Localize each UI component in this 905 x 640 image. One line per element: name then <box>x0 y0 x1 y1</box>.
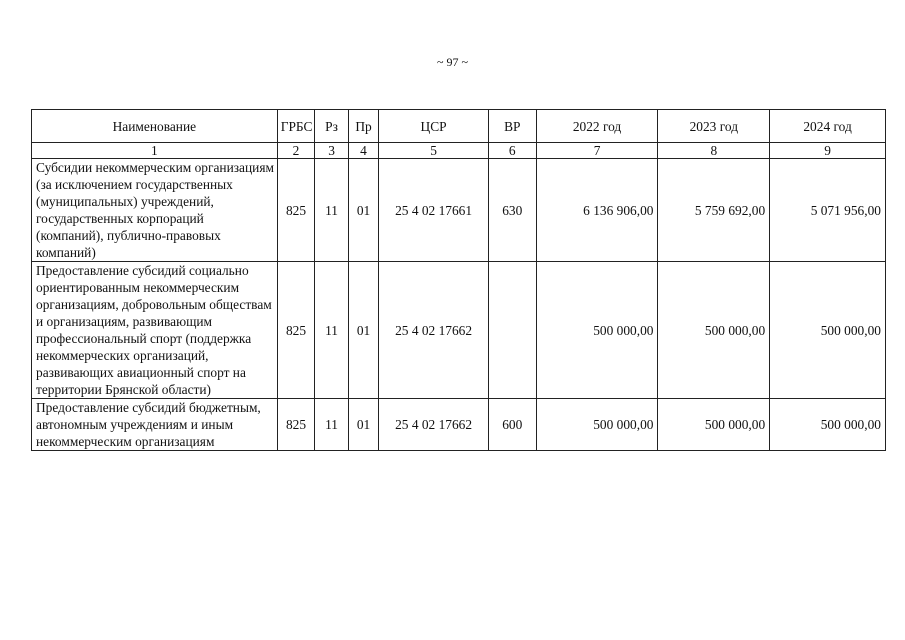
table-row <box>32 262 886 399</box>
column-number-row <box>32 143 886 159</box>
budget-table <box>31 109 886 451</box>
row-pr: 01 <box>348 159 378 262</box>
column-number: 6 <box>488 143 536 159</box>
row-name: Предоставление субсидий бюджетным, автономным учреждениям и иным некоммерческим организациям <box>32 399 278 451</box>
row-rz: 11 <box>315 262 349 399</box>
header-2024: 2024 год <box>770 110 886 143</box>
header-pr: Пр <box>348 110 378 143</box>
column-number: 9 <box>770 143 886 159</box>
table-header-row <box>32 110 886 143</box>
column-number: 4 <box>348 143 378 159</box>
row-name: Предоставление субсидий социально ориентированным некоммерческим организациям, добровольным обществам и организациям, развивающим профессиональный спорт (поддержка некоммерческих организаций, развивающих авиационный спорт на территории Брянской области) <box>32 262 278 399</box>
table-row <box>32 159 886 262</box>
header-name: Наименование <box>32 110 278 143</box>
column-number: 5 <box>379 143 489 159</box>
row-amount-2024: 500 000,00 <box>770 399 886 451</box>
row-amount-2024: 5 071 956,00 <box>770 159 886 262</box>
row-amount-2022: 6 136 906,00 <box>536 159 658 262</box>
row-rz: 11 <box>315 399 349 451</box>
row-amount-2023: 500 000,00 <box>658 399 770 451</box>
table-row <box>32 399 886 451</box>
row-vr: 630 <box>488 159 536 262</box>
row-amount-2024: 500 000,00 <box>770 262 886 399</box>
row-vr: 600 <box>488 399 536 451</box>
row-csr: 25 4 02 17661 <box>379 159 489 262</box>
page-number: ~ 97 ~ <box>437 55 468 69</box>
row-pr: 01 <box>348 399 378 451</box>
column-number: 1 <box>32 143 278 159</box>
column-number: 8 <box>658 143 770 159</box>
header-csr: ЦСР <box>379 110 489 143</box>
column-number: 3 <box>315 143 349 159</box>
row-csr: 25 4 02 17662 <box>379 262 489 399</box>
row-amount-2023: 500 000,00 <box>658 262 770 399</box>
column-number: 2 <box>277 143 315 159</box>
header-rz: Рз <box>315 110 349 143</box>
header-vr: ВР <box>488 110 536 143</box>
row-grbs: 825 <box>277 262 315 399</box>
column-number: 7 <box>536 143 658 159</box>
header-2023: 2023 год <box>658 110 770 143</box>
row-name: Субсидии некоммерческим организациям (за исключением государственных (муниципальных) учреждений, государственных корпораций (компаний), публично-правовых компаний) <box>32 159 278 262</box>
header-2022: 2022 год <box>536 110 658 143</box>
row-amount-2022: 500 000,00 <box>536 262 658 399</box>
row-pr: 01 <box>348 262 378 399</box>
row-rz: 11 <box>315 159 349 262</box>
header-grbs: ГРБС <box>277 110 315 143</box>
row-csr: 25 4 02 17662 <box>379 399 489 451</box>
row-grbs: 825 <box>277 399 315 451</box>
row-amount-2022: 500 000,00 <box>536 399 658 451</box>
row-grbs: 825 <box>277 159 315 262</box>
row-vr <box>488 262 536 399</box>
row-amount-2023: 5 759 692,00 <box>658 159 770 262</box>
